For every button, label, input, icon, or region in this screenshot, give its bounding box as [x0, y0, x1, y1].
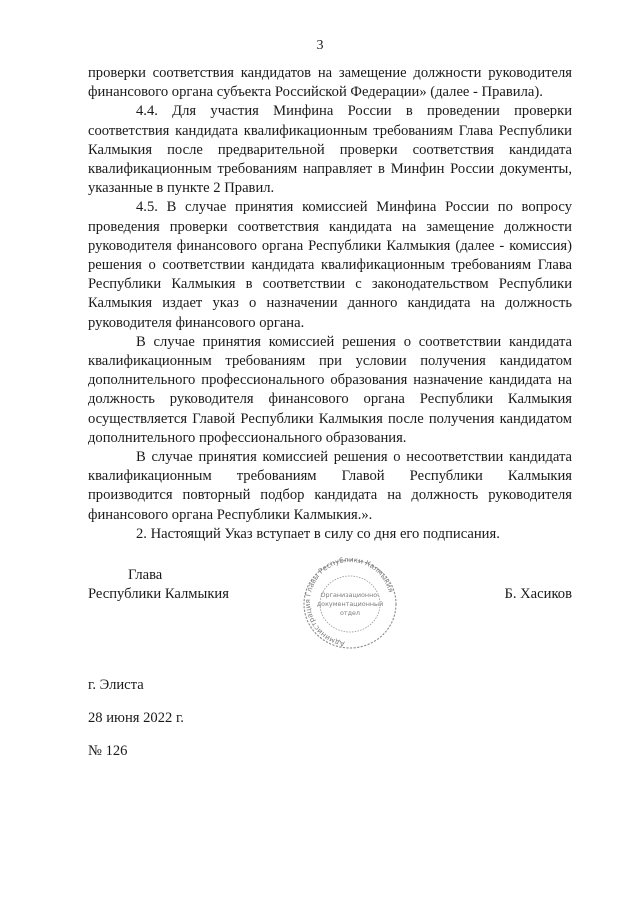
decree-body — [88, 64, 572, 544]
signatory-title-line1: Глава — [128, 567, 163, 583]
signatory-name: Б. Хасиков — [504, 586, 572, 602]
decree-footer — [88, 676, 184, 776]
issue-city: г. Элиста — [88, 677, 144, 693]
paragraph-entry-into-force: 2. Настоящий Указ вступает в силу со дня его подписания. — [136, 525, 500, 542]
signatory-title-line2: Республики Калмыкия — [88, 586, 229, 602]
paragraph-4-4: 4.4. Для участия Минфина России в проведении проверки соответствия кандидата квалификационным требованиям Глава Республики Калмыкия после предварительной проверки соответствия кандидата квалификационным требованиям направляет в Минфин России документы, указанные в пункте 2 Правил. — [88, 103, 572, 197]
paragraph-4-5: 4.5. В случае принятия комиссией Минфина России по вопросу проведения проверки соответствия кандидата на замещение должности руководителя финансового органа Республики Калмыкия (далее - комиссия) решения о соответствии кандидата квалификационным требованиям Глава Республики Калмыкия в соответствии с законодательством Республики Калмыкия издает указ о назначении данного кандидата на должность руководителя финансового органа. — [88, 199, 572, 331]
seal-inner-line1: Организационно- — [320, 591, 380, 599]
issue-date: 28 июня 2022 г. — [88, 710, 184, 727]
page-number: 3 — [316, 38, 324, 53]
seal-inner-line2: документационный — [316, 600, 384, 608]
signature-block — [88, 556, 572, 666]
decree-number: № 126 — [88, 743, 128, 760]
paragraph-repeated-selection: В случае принятия комиссией решения о несоответствии кандидата квалификационным требованиям Главой Республики Калмыкия производится повторный подбор кандидата на должность руководителя финансового органа Республики Калмыкия.». — [88, 449, 572, 523]
paragraph-conditional-appointment: В случае принятия комиссией решения о соответствии кандидата квалификационным требованиям при условии получения кандидатом дополнительного профессионального образования назначение кандидата на должность руководителя финансового органа Республики Калмыкия осуществляется Главой Республики Калмыкия после получения кандидатом дополнительного профессионального образования. — [88, 333, 572, 446]
official-seal — [290, 556, 410, 656]
seal-inner-line3: отдел — [339, 609, 361, 617]
paragraph-continuation: проверки соответствия кандидатов на замещение должности руководителя финансового органа субъекта Российской Федерации» (далее - Правила). — [88, 65, 572, 101]
seal-outer-text: Администрация Главы Республики Калмыкия — [302, 556, 396, 649]
